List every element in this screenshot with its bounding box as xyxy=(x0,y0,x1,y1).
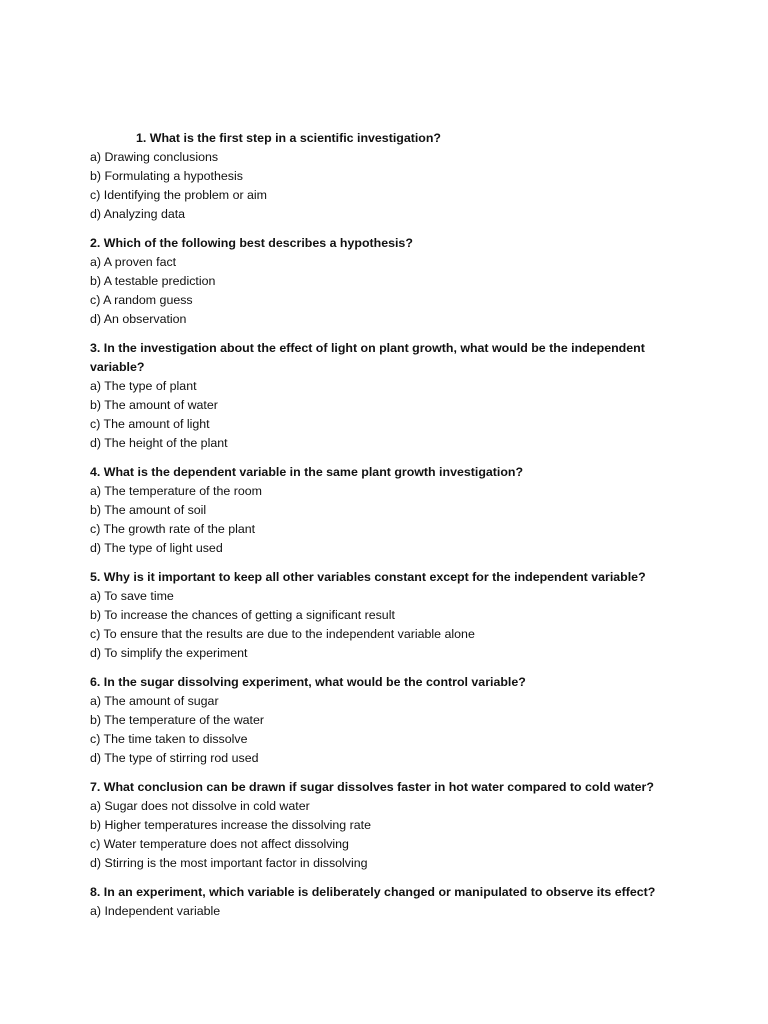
option-b: b) A testable prediction xyxy=(90,274,216,288)
option-c: c) To ensure that the results are due to the independent variable alone xyxy=(90,627,475,641)
option-a: a) Independent variable xyxy=(90,904,221,918)
option-a: a) The amount of sugar xyxy=(90,694,219,708)
question-text: 3. In the investigation about the effect of light on plant growth, what would be the independent variable? xyxy=(90,341,645,374)
option-a: a) Sugar does not dissolve in cold water xyxy=(90,799,310,813)
option-b: b) The temperature of the water xyxy=(90,713,265,727)
question-1 xyxy=(90,129,660,224)
option-d: d) Analyzing data xyxy=(90,207,186,221)
option-d: d) Stirring is the most important factor in dissolving xyxy=(90,856,368,870)
option-a: a) Drawing conclusions xyxy=(90,150,219,164)
question-text: 7. What conclusion can be drawn if sugar dissolves faster in hot water compared to cold water? xyxy=(90,780,654,794)
question-text: 5. Why is it important to keep all other variables constant except for the independent variable? xyxy=(90,570,646,584)
option-c: c) Water temperature does not affect dissolving xyxy=(90,837,349,851)
option-a: a) A proven fact xyxy=(90,255,177,269)
question-text: 8. In an experiment, which variable is deliberately changed or manipulated to observe its effect? xyxy=(90,885,656,899)
option-d: d) To simplify the experiment xyxy=(90,646,248,660)
option-d: d) The type of light used xyxy=(90,541,223,555)
option-a: a) To save time xyxy=(90,589,174,603)
option-d: d) The type of stirring rod used xyxy=(90,751,259,765)
question-text: 1. What is the first step in a scientific investigation? xyxy=(136,131,442,145)
quiz-content xyxy=(90,129,660,931)
option-b: b) The amount of water xyxy=(90,398,218,412)
option-c: c) The time taken to dissolve xyxy=(90,732,248,746)
option-d: d) The height of the plant xyxy=(90,436,228,450)
option-b: b) Formulating a hypothesis xyxy=(90,169,243,183)
option-a: a) The type of plant xyxy=(90,379,197,393)
option-b: b) To increase the chances of getting a significant result xyxy=(90,608,395,622)
option-a: a) The temperature of the room xyxy=(90,484,262,498)
option-c: c) The amount of light xyxy=(90,417,210,431)
question-3 xyxy=(90,339,660,453)
question-text: 2. Which of the following best describes a hypothesis? xyxy=(90,236,413,250)
option-d: d) An observation xyxy=(90,312,187,326)
question-2 xyxy=(90,234,660,329)
option-b: b) The amount of soil xyxy=(90,503,207,517)
question-4 xyxy=(90,463,660,558)
question-7 xyxy=(90,778,660,873)
question-8 xyxy=(90,883,660,921)
question-5 xyxy=(90,568,660,663)
option-b: b) Higher temperatures increase the dissolving rate xyxy=(90,818,371,832)
option-c: c) Identifying the problem or aim xyxy=(90,188,267,202)
question-text: 6. In the sugar dissolving experiment, what would be the control variable? xyxy=(90,675,526,689)
question-text: 4. What is the dependent variable in the same plant growth investigation? xyxy=(90,465,524,479)
question-6 xyxy=(90,673,660,768)
option-c: c) A random guess xyxy=(90,293,193,307)
option-c: c) The growth rate of the plant xyxy=(90,522,256,536)
